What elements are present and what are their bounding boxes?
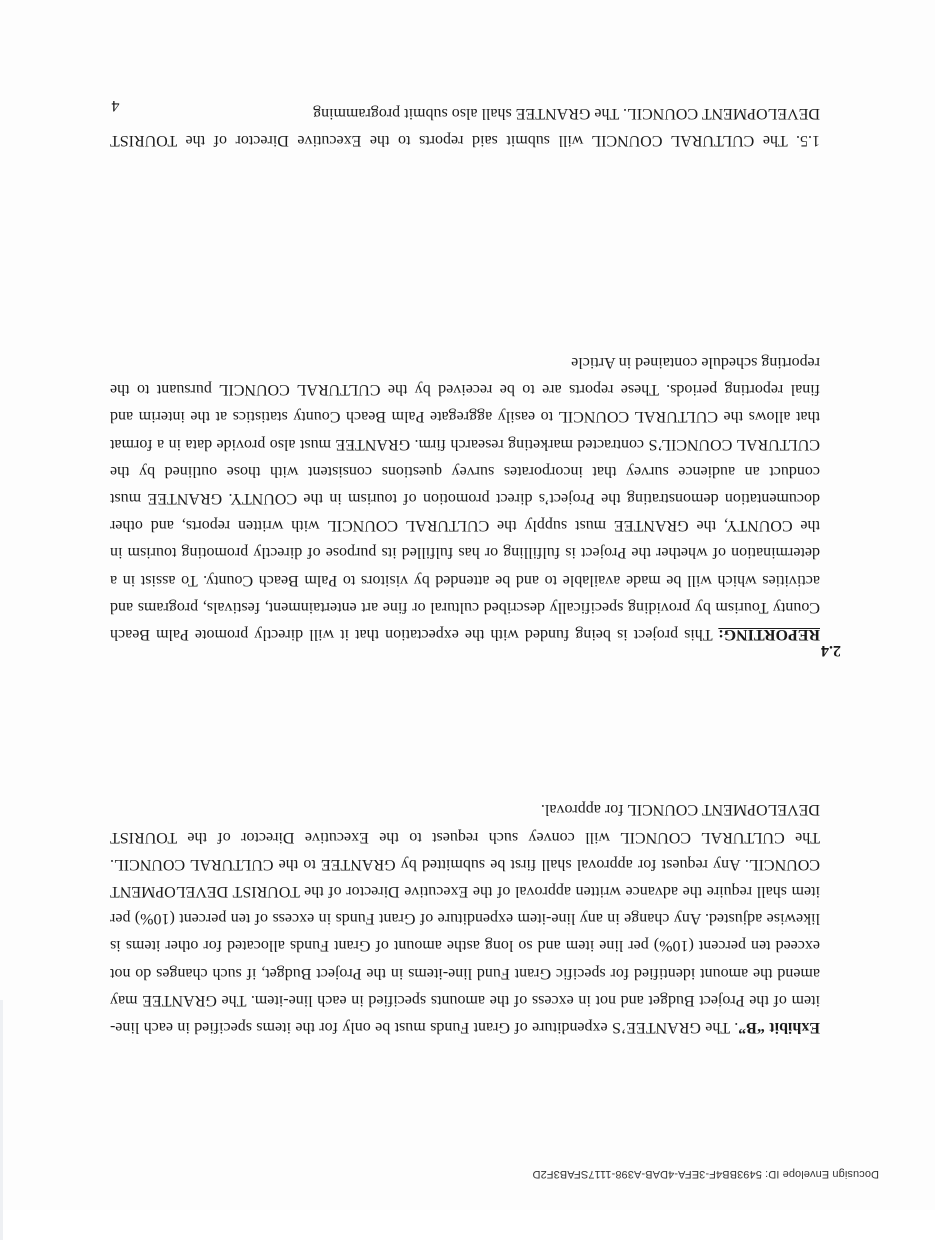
budget-paragraph-text: . The GRANTEE’S expenditure of Grant Funds must be only for the items specified in each line-item of the Project Budget and not in excess of the amounts specified in each line-item. The GRANTEE may amend the amount identified for specific Grant Fund line-items in the Project Budget, if such changes do not exceed ten percent (10%) per line item and so long asthe amount of Grant Funds allocated for other items is likewise adjusted. Any change in any line-item expenditure of Grant Funds in excess of ten percent (10%) per item shall require the advance written approval of the Executive Director of the TOURIST DEVELOPMENT COUNCIL. Any request for approval shall first be submitted by GRANTEE to the CULTURAL COUNCIL. The CULTURAL COUNCIL will convey such request to the Executive Director of the TOURIST DEVELOPMENT COUNCIL for approval. xyxy=(109,801,820,1036)
section-number: 2.4 xyxy=(821,642,841,659)
page-number-row xyxy=(0,96,935,114)
budget-paragraph xyxy=(110,796,820,1041)
reporting-heading: REPORTING: xyxy=(718,626,820,643)
reporting-paragraph-text: This project is being funded with the expectation that it will directly promote Palm Beach County Tourism by providing specifically described cultural or fine art entertainment, festivals, programs and activities which will be made available to and be attended by visitors to Palm Beach County. To assist in a determination of whether the Project is fulfilling or has fulfilled its purpose of directly promoting tourism in the COUNTY, the GRANTEE must supply the CULTURAL COUNCIL with written reports, and other documentation demonstrating the Project’s direct promotion of tourism in the COUNTY. GRANTEE must conduct an audience survey that incorporates survey questions consistent with those outlined by the CULTURAL COUNCIL’S contracted marketing research firm. GRANTEE must also provide data in a format that allows the CULTURAL COUNCIL to easily aggregate Palm Beach County statistics at the interim and final reporting periods. These reports are to be received by the CULTURAL COUNCIL pursuant to the reporting schedule contained in Article xyxy=(110,353,820,643)
page-number: 4 xyxy=(111,97,120,114)
scan-edge xyxy=(0,1000,3,1240)
docusign-envelope-id: Docusign Envelope ID: 5493BB4F-3EFA-4DAB-A398-1117SFAB3F2D xyxy=(532,1168,879,1180)
exhibit-label: Exhibit “B” xyxy=(738,1019,820,1036)
reporting-paragraph xyxy=(110,349,820,648)
section-1-5-paragraph: 1.5. The CULTURAL COUNCIL will submit said reports to the Executive Director of the TOURIST DEVELOPMENT COUNCIL. The GRANTEE shall also submit programming xyxy=(110,104,820,149)
